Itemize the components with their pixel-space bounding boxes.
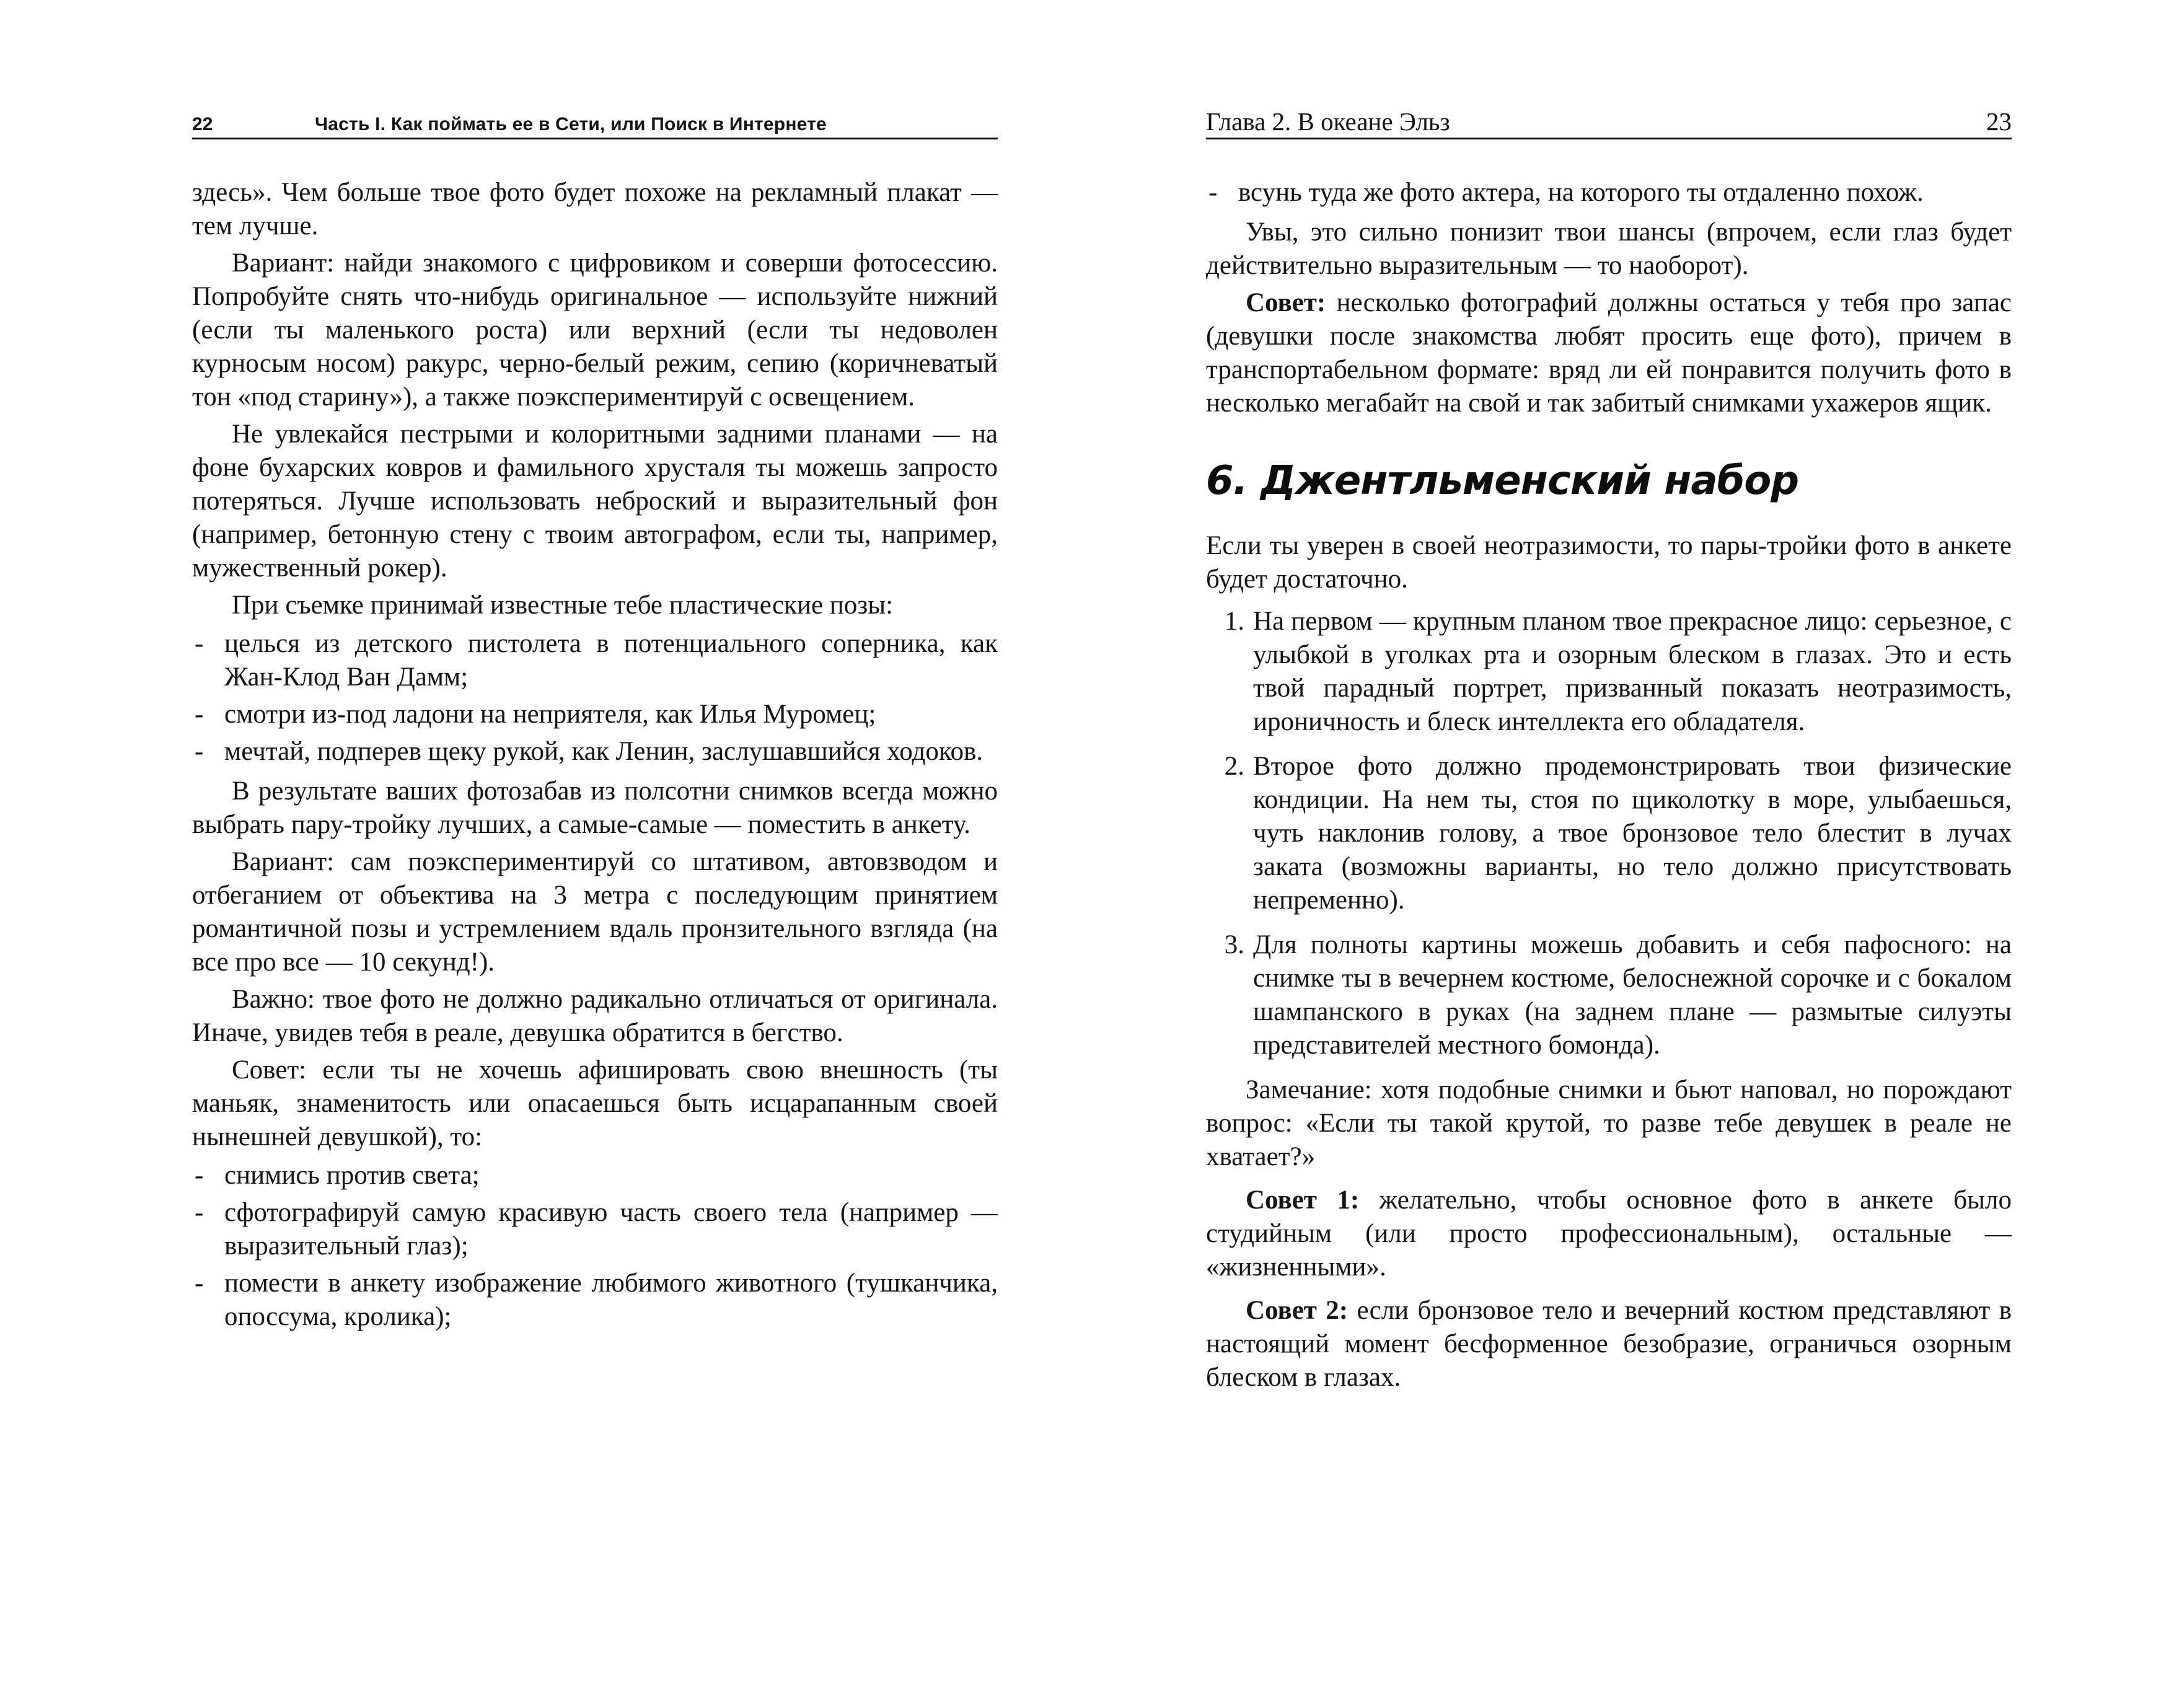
list-item: - помести в анкету изображение любимого животного (тушканчика, опоссума, кролика); (195, 1269, 998, 1331)
paragraph: здесь». Чем больше твое фото будет похоже на рекламный плакат — тем лучше. (192, 178, 998, 240)
advice-label: Совет: (1246, 288, 1326, 317)
paragraph: Важно: твое фото не должно радикально отличаться от оригинала. Иначе, увидев тебя в реале, девушка обратится в бегство. (192, 985, 998, 1047)
running-title-left: Часть I. Как поймать ее в Сети, или Поиск в Интернете (315, 114, 827, 134)
section-heading: 6. Джентльменский набор (1206, 458, 1799, 504)
advice-paragraph: Совет: несколько фотографий должны остаться у тебя про запас (девушки после знакомства любят просить еще фото), причем в транспортабельном формате: вряд ли ей понравится получить фото в несколько мегабайт на свой и так забитый снимками ухажеров ящик. (1206, 288, 2012, 418)
right-text-column (1206, 176, 2012, 1398)
numbered-list (1206, 605, 2012, 1062)
paragraph: Вариант: сам поэкспериментируй со штативом, автовзводом и отбеганием от объектива на 3 метра с последующим принятием романтичной позы и устремлением вдаль пронзительного взгляда (на все про все — 10 секунд!). (192, 847, 998, 977)
tips-list (192, 1159, 998, 1334)
page-number-left: 22 (192, 114, 213, 134)
advice-paragraph: Совет 1: желательно, чтобы основное фото в анкете было студийным (или просто профессиональным), остальные — «жизненными». (1206, 1186, 2012, 1282)
paragraph: Если ты уверен в своей неотразимости, то пары-тройки фото в анкете будет достаточно. (1206, 531, 2012, 594)
list-item: - снимись против света; (195, 1161, 480, 1190)
list-item: - сфотографируй самую красивую часть своего тела (например — выразительный глаз); (195, 1198, 998, 1261)
paragraph: Совет: если ты не хочешь афишировать свою внешность (ты маньяк, знаменитость или опасаешься быть исцарапанным своей нынешней девушкой), то: (192, 1055, 998, 1151)
running-header-left (192, 105, 998, 139)
advice-paragraph: Совет 2: если бронзовое тело и вечерний костюм представляют в настоящий момент бесформенное безобразие, ограничься озорным блеском в глазах. (1206, 1296, 2012, 1392)
list-item: - всунь туда же фото актера, на которого ты отдаленно похож. (1208, 178, 1924, 207)
page-number-right: 23 (1986, 107, 2012, 136)
advice-label: Совет 1: (1246, 1186, 1360, 1215)
tips-list-continued (1206, 176, 2012, 209)
running-header-right (1206, 105, 2012, 139)
paragraph: Вариант: найди знакомого с цифровиком и соверши фотосессию. Попробуйте снять что-нибудь оригинальное — используйте нижний (если ты маленького роста) или верхний (если ты недоволен курносым носом) ракурс, черно-белый режим, сепию (коричневатый тон «под старину»), а также поэкспериментируй с освещением. (192, 249, 998, 412)
paragraph: В результате ваших фотозабав из полсотни снимков всегда можно выбрать пару-тройку лучших, а самые-самые — поместить в анкету. (192, 777, 998, 839)
list-item: 2. Второе фото должно продемонстрировать твои физические кондиции. На нем ты, стоя по щиколотку в море, улыбаешься, чуть наклонив голову, а твое бронзовое тело блестит в лучах заката (возможны варианты, но тело должно присутствовать непременно). (1224, 752, 2012, 915)
list-item: 3. Для полноты картины можешь добавить и себя пафосного: на снимке ты в вечернем костюме, белоснежной сорочке и с бокалом шампанского в руках (на заднем плане — размытые силуэты представителей местного бомонда). (1224, 930, 2012, 1060)
list-item: - целься из детского пистолета в потенциального соперника, как Жан-Клод Ван Дамм; (195, 629, 998, 692)
advice-label: Совет 2: (1246, 1296, 1349, 1325)
running-title-right: Глава 2. В океане Эльз (1206, 107, 1450, 136)
left-text-column (192, 176, 998, 1340)
list-item: 1. На первом — крупным планом твое прекрасное лицо: серьезное, с улыбкой в уголках рта и озорным блеском в глазах. Это и есть твой парадный портрет, призванный показать неотразимость, ироничность и блеск интеллекта его обладателя. (1224, 607, 2012, 736)
right-page (1087, 0, 2174, 1708)
poses-list (192, 627, 998, 768)
paragraph: Не увлекайся пестрыми и колоритными задними планами — на фоне бухарских ковров и фамильного хрусталя ты можешь запросто потеряться. Лучше использовать неброский и выразительный фон (например, бетонную стену с твоим автографом, если ты, например, мужественный рокер). (192, 420, 998, 583)
paragraph: При съемке принимай известные тебе пластические позы: (232, 591, 894, 620)
paragraph: Замечание: хотя подобные снимки и бьют наповал, но порождают вопрос: «Если ты такой крутой, то разве тебе девушек в реале не хватает?» (1206, 1075, 2012, 1171)
paragraph: Увы, это сильно понизит твои шансы (впрочем, если глаз будет действительно выразительным — то наоборот). (1206, 218, 2012, 280)
list-item: - мечтай, подперев щеку рукой, как Ленин, заслушавшийся ходоков. (195, 737, 984, 766)
list-item: - смотри из-под ладони на неприятеля, как Илья Муромец; (195, 700, 876, 729)
